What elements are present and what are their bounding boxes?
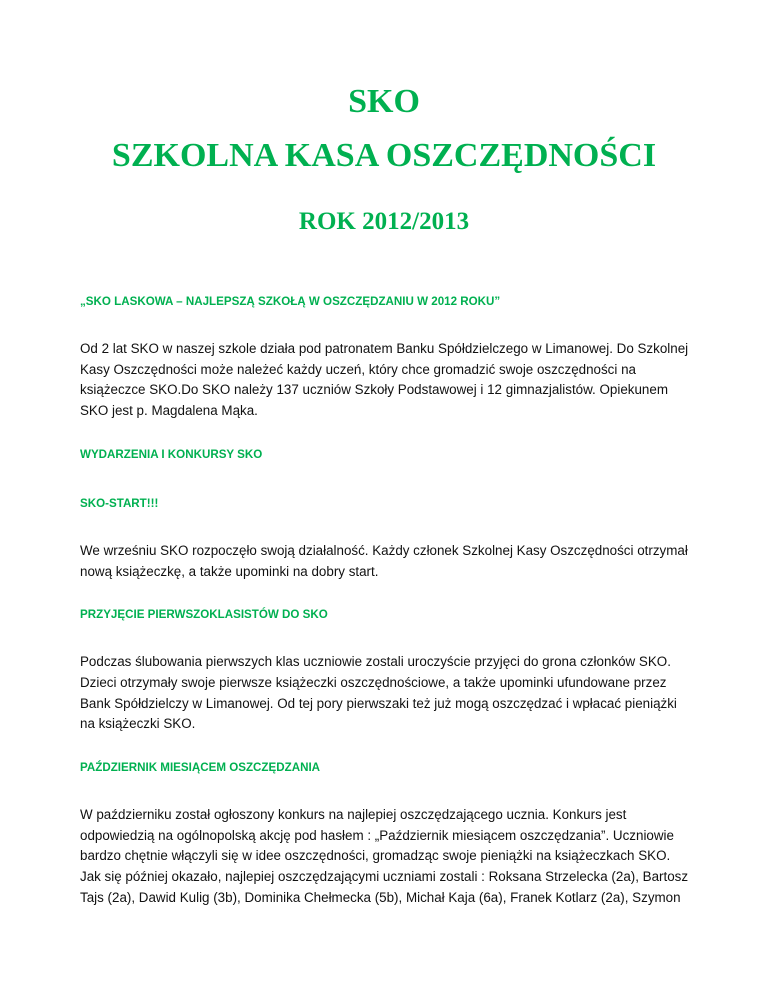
first-graders-heading: PRZYJĘCIE PIERWSZOKLASISTÓW DO SKO — [80, 608, 328, 622]
intro-paragraph: Od 2 lat SKO w naszej szkole działa pod patronatem Banku Spółdzielczego w Limanowej. Do Szkolnej Kasy Oszczędności może należeć każdy uczeń, który chce gromadzić swoje oszczędności na książeczce SKO.Do SKO należy 137 uczniów Szkoły Podstawowej i 12 gimnazjalistów. Opiekunem SKO jest p. Magdalena Mąka. — [80, 341, 689, 419]
title-school-year: ROK 2012/2013 — [298, 208, 470, 235]
first-graders-paragraph: Podczas ślubowania pierwszych klas uczniowie zostali uroczyście przyjęci do grona członków SKO. Dzieci otrzymały swoje pierwsze książeczki oszczędnościowe, a także upominki ufundowane przez Bank Spółdzielczy w Limanowej. Od tej pory pierwszaki też już mogą oszczędzać i wpłacać pieniążki na książeczki SKO. — [80, 654, 677, 732]
october-paragraph: W październiku został ogłoszony konkurs na najlepiej oszczędzającego ucznia. Konkurs jest odpowiedzią na ogólnopolską akcję pod hasłem : „Październik miesiącem oszczędzania”. Uczniowie bardzo chętnie włączyli się w idee oszczędności, gromadząc swoje pieniążki na książeczkach SKO. Jak się później okazało, najlepiej oszczędzającymi uczniami zostali : Roksana Strzelecka (2a), Bartosz Tajs (2a), Dawid Kulig (3b), Dominika Chełmecka (5b), Michał Kaja (6a), Franek Kotlarz (2a), Szymon — [80, 807, 689, 905]
document-body — [80, 294, 690, 909]
motto-heading: „SKO LASKOWA – NAJLEPSZĄ SZKOŁĄ W OSZCZĘDZANIU W 2012 ROKU” — [80, 295, 501, 308]
october-heading: PAŹDZIERNIK MIESIĄCEM OSZCZĘDZANIA — [80, 761, 321, 775]
title-full-name: SZKOLNA KASA OSZCZĘDNOŚCI — [111, 137, 657, 174]
sko-start-heading: SKO-START!!! — [80, 496, 159, 510]
sko-start-paragraph: We wrześniu SKO rozpoczęło swoją działalność. Każdy członek Szkolnej Kasy Oszczędności otrzymał nową książeczkę, a także upominki na dobry start. — [80, 542, 688, 579]
events-heading: WYDARZENIA I KONKURSY SKO — [80, 447, 263, 461]
title-sko: SKO — [348, 83, 420, 120]
